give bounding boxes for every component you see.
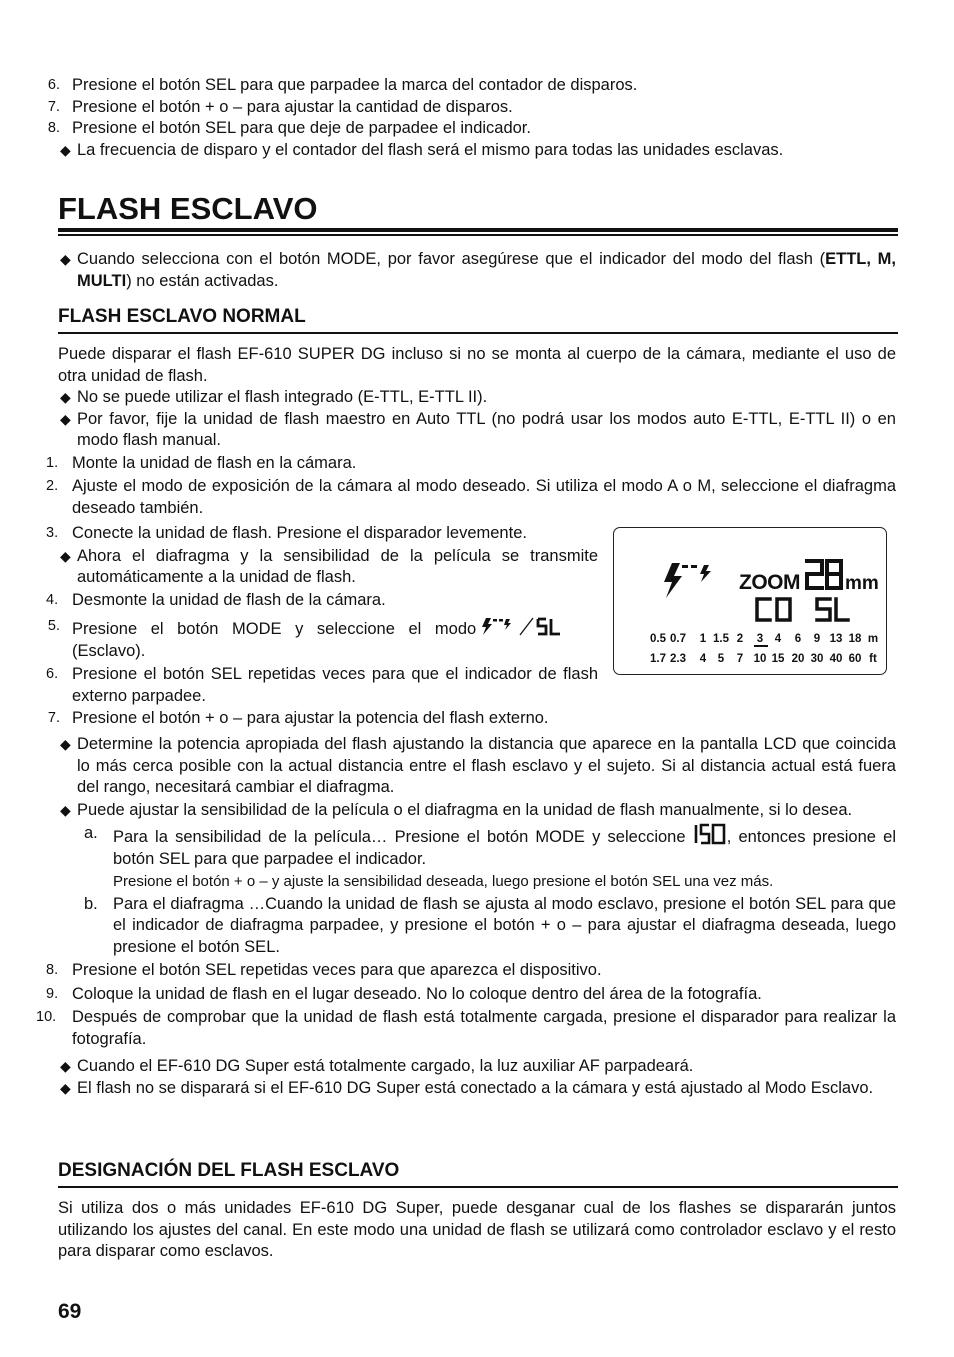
diamond-bullet-icon: ◆ (60, 141, 71, 158)
list-item: 7. Presione el botón + o – para ajustar la cantidad de disparos. (47, 97, 513, 116)
list-item: 10. Después de comprobar que la unidad de flash está totalmente cargada, presione el disparador para realizar la fotografía. (36, 1008, 896, 1048)
list-item: 6. Presione el botón SEL para que parpadee la marca del contador de disparos. (47, 76, 638, 94)
scale-label-m: 0.5 (650, 633, 666, 645)
list-item: 2. Ajuste el modo de exposición de la cámara al modo deseado. Si utiliza el modo A o M, seleccione el diafragma deseado también. (46, 477, 896, 517)
note-item: ◆ El flash no se disparará si el EF-610 DG Super está conectado a la cámara y está ajustado al Modo Esclavo. (58, 1078, 896, 1100)
diamond-bullet-icon: ◆ (60, 801, 71, 818)
top-steps (47, 75, 896, 161)
scale-label-m: 18 (848, 633, 862, 645)
diamond-bullet-icon: ◆ (60, 389, 71, 405)
scale-label-ft: 60 (848, 653, 862, 665)
diamond-bullet-icon: ◆ (60, 547, 71, 564)
iso-icon (693, 823, 727, 845)
scale-label-ft: 7 (736, 653, 744, 665)
list-item: 4. Desmonte la unidad de flash de la cámara. (46, 590, 386, 609)
scale-label-m: 4 (774, 633, 782, 645)
lcd-illustration (614, 528, 886, 674)
diamond-bullet-icon: ◆ (60, 736, 71, 752)
section-heading: DESIGNACIÓN DEL FLASH ESCLAVO (58, 1160, 400, 1181)
note-item: ◆ Cuando el EF-610 DG Super está totalmente cargado, la luz auxiliar AF parpadeará. (58, 1056, 896, 1078)
scale-label-ft: ft (869, 653, 877, 665)
section-rule (58, 1186, 898, 1188)
section-rule (58, 332, 898, 334)
scale-label-m: 3 (756, 633, 764, 645)
scale-label-ft: 30 (810, 653, 824, 665)
scale-label-m: 13 (829, 633, 843, 645)
lcd-display (613, 527, 887, 675)
list-item: 8. Presione el botón SEL para que deje de parpadee el indicador. (47, 119, 531, 137)
slave-mode-icon (481, 615, 563, 637)
list-item: 3. Conecte la unidad de flash. Presione el disparador levemente. (46, 524, 527, 542)
sub-item-b: b. Para el diafragma …Cuando la unidad de flash se ajusta al modo esclavo, presione el botón SEL para que el indicador de diafragma parpadee, y presione el botón + o – para ajustar el diafragma deseada, luego presione el botón SEL. (84, 894, 896, 956)
note-item: ◆ Por favor, fije la unidad de flash maestro en Auto TTL (no podrá usar los modos auto E-TTL, E-TTL II) o en modo flash manual. (60, 409, 896, 449)
channel-right-digits (817, 599, 848, 620)
steps-with-lcd (46, 523, 598, 730)
note-item: ◆ Determine la potencia apropiada del flash ajustando la distancia que aparece en la pantalla LCD que coincida lo más cerca posible con la actual distancia entre el flash esclavo y el sujeto. Si al distancia actual está fuera del rango, necesitará cambiar el diafragma. (60, 735, 896, 796)
sub-item-a: a. Para la sensibilidad de la película… Presione el botón MODE y seleccione , entonces presione el botón SEL para que parpadee el indicador. (84, 824, 896, 868)
scale-label-ft: 20 (791, 653, 805, 665)
section1-notes (36, 734, 896, 1099)
list-item: 1. Monte la unidad de flash en la cámara. (46, 453, 357, 472)
section1-body (46, 344, 896, 519)
scale-label-ft: 4 (699, 653, 707, 665)
scale-label-ft: 1.7 (650, 653, 666, 665)
note-item: ◆ Cuando selecciona con el botón MODE, por favor asegúrese que el indicador del modo del flash (ETTL, M, MULTI) no están activadas. (60, 250, 896, 290)
scale-label-m: 1.5 (713, 633, 729, 645)
scale-label-m: 6 (794, 633, 802, 645)
diamond-bullet-icon: ◆ (60, 1079, 71, 1096)
scale-marker (754, 645, 768, 647)
list-item: 8. Presione el botón SEL repetidas veces para que aparezca el dispositivo. (46, 961, 602, 979)
zoom-label: ZOOM (739, 571, 800, 594)
paragraph: Puede disparar el flash EF-610 SUPER DG incluso si no se monta al cuerpo de la cámara, mediante el uso de otra unidad de flash. (58, 345, 896, 385)
diamond-bullet-icon: ◆ (60, 1058, 71, 1074)
list-item: 6. Presione el botón SEL repetidas veces para que el indicador de flash externo parpadee. (46, 665, 598, 705)
slave-flash-icon (664, 563, 711, 598)
note-item: ◆ No se puede utilizar el flash integrado (E-TTL, E-TTL II). (58, 387, 896, 409)
scale-label-m: 9 (813, 633, 821, 645)
zoom-value-digits (807, 561, 841, 588)
scale-label-ft: 10 (753, 653, 767, 665)
scale-label-ft: 2.3 (670, 653, 686, 665)
note-item: ◆ La frecuencia de disparo y el contador del flash será el mismo para todas las unidades esclavas. (58, 140, 896, 162)
page-title: FLASH ESCLAVO (58, 191, 318, 226)
note-item: ◆ Puede ajustar la sensibilidad de la película o el diafragma en la unidad de flash manualmente, si lo desea. (58, 800, 896, 822)
list-item: 7. Presione el botón + o – para ajustar la potencia del flash externo. (47, 709, 549, 727)
title-rule (58, 228, 898, 232)
scale-label-ft: 15 (771, 653, 785, 665)
section2-body (58, 1198, 896, 1263)
paragraph: Si utiliza dos o más unidades EF-610 DG Super, puede desganar cual de los flashes se dispararán juntos utilizando los ajustes del canal. En este modo una unidad de flash se utilizará como controlador esclavo y el resto para disparar como esclavos. (58, 1199, 896, 1260)
list-item: 9. Coloque la unidad de flash en el lugar deseado. No lo coloque dentro del área de la fotografía. (46, 984, 762, 1003)
page-number: 69 (58, 1300, 82, 1323)
scale-label-m: 1 (699, 633, 707, 645)
sub-item-a-detail: Presione el botón + o – y ajuste la sensibilidad deseada, luego presione el botón SEL una vez más. (113, 873, 774, 890)
intro-note (58, 249, 896, 292)
list-item: 5. Presione el botón MODE y seleccione el modo (Esclavo). (58, 615, 598, 662)
zoom-unit: mm (845, 573, 879, 594)
diamond-bullet-icon: ◆ (60, 251, 71, 267)
scale-label-ft: 40 (829, 653, 843, 665)
section-heading: FLASH ESCLAVO NORMAL (58, 306, 306, 327)
title-rule-thin (58, 234, 898, 236)
scale-label-ft: 5 (717, 653, 725, 665)
note-item: ◆ Ahora el diafragma y la sensibilidad de la película se transmite automáticamente a la unidad de flash. (60, 546, 598, 586)
channel-left-digits (757, 599, 790, 620)
scale-label-m: m (867, 633, 879, 645)
diamond-bullet-icon: ◆ (60, 410, 71, 427)
scale-label-m: 2 (736, 633, 744, 645)
scale-label-m: 0.7 (670, 633, 686, 645)
